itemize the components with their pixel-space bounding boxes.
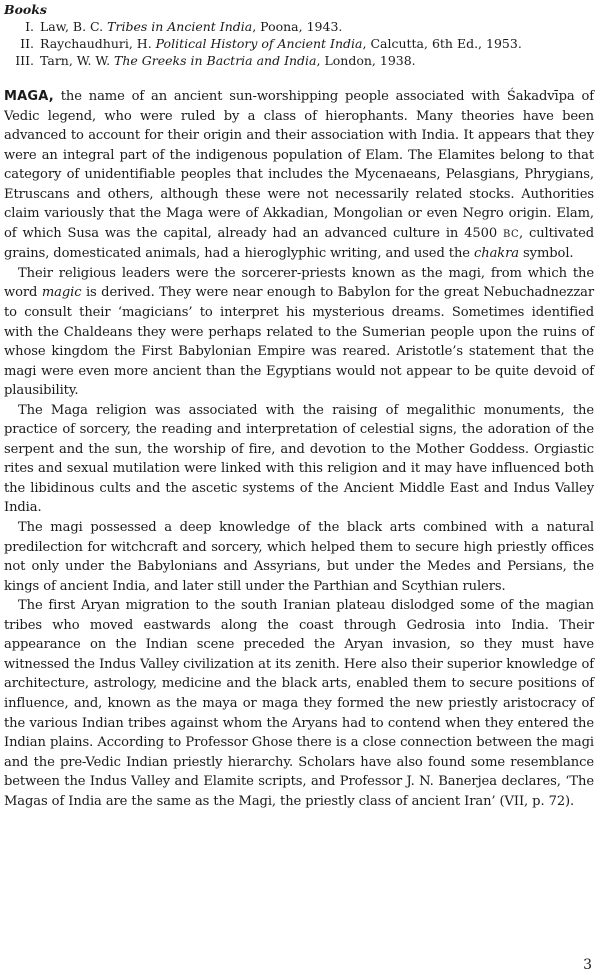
encyclopedia-entry: [4, 87, 594, 811]
bibliography-title: Political History of Ancient India: [155, 36, 363, 51]
bibliography-author: Raychaudhuri, H.: [40, 36, 152, 51]
entry-paragraph-3: The Maga religion was associated with the raising of megalithic monuments, the practice of sorcery, the reading and interpretation of celestial signs, the adoration of the serpent and the sun, the worship of fire, and devotion to the Mother Goddess. Orgiastic rites and sexual mutilation were linked with this religion and it may have influenced both the libidinous cults and the ascetic systems of the Ancient Middle East and Indus Valley India.: [4, 402, 594, 516]
entry-paragraph-5: The first Aryan migration to the south Iranian plateau dislodged some of the magian tribes who moved eastwards along the coast through Gedrosia into India. Their appearance on the Indian scene preceded the Aryan invasion, so they must have witnessed the Indus Valley civilization at its zenith. Here also their superior knowledge of architecture, astrology, medicine and the black arts, enabled them to secure positions of influence, and, known as the maya or maga they formed the new priestly aristocracy of the various Indian tribes against whom the Aryans had to contend when they entered the Indian plains. According to Professor Ghose there is a close connection between the magi and the pre-Vedic Indian priestly hierarchy. Scholars have also found some resemblance between the Indus Valley and Elamite scripts, and Professor J. N. Banerjea declares, ‘The Magas of India are the same as the Magi, the priestly class of ancient Iran’ (VII, p. 72).: [4, 598, 594, 809]
italic-term: magic: [41, 285, 82, 301]
era-abbreviation: BC: [503, 228, 520, 240]
bibliography-number: II.: [20, 36, 34, 51]
paragraph-text: the name of an ancient sun-worshipping people associated with Śakadvīpa of Vedic legend, who were ruled by a class of hierophants. Many theories have been advanced to account for their origin and their association with India. It appears that they were an integral part of the indigenous population of Elam. The Elamites belong to that category of unidentifiable peoples that includes the Mycenaeans, Pelasgians, Phrygians, Etruscans and others, although these were not necessarily related stocks. Authorities claim variously that the Maga were of Akkadian, Mongolian or even Negro origin. Elam, of which Susa was the capital, already had an advanced culture in 4500: [4, 89, 594, 241]
bibliography-details: , London, 1938.: [316, 53, 416, 68]
paragraph-text: , cultivated grains, domesticated animals, had a hieroglyphic writing, and used the: [4, 225, 594, 262]
bibliography-list: [4, 18, 594, 69]
bibliography-number: III.: [15, 53, 34, 68]
bibliography-details: , Poona, 1943.: [252, 19, 343, 34]
bibliography-author: Law, B. C.: [40, 19, 104, 34]
bibliography-item: [4, 18, 594, 35]
bibliography-item: [4, 35, 594, 52]
entry-headword: MAGA,: [4, 89, 54, 104]
bibliography-title: The Greeks in Bactria and India: [114, 53, 317, 68]
bibliography-number: I.: [25, 19, 34, 34]
italic-term: chakra: [474, 246, 519, 262]
paragraph-text: symbol.: [518, 246, 574, 262]
bibliography-item: [4, 52, 594, 69]
books-heading: Books: [4, 2, 47, 17]
bibliography-title: Tribes in Ancient India: [107, 19, 253, 34]
entry-paragraph-1: [4, 87, 594, 264]
paragraph-text: Their religious leaders were the sorcerer-priests known as the magi, from which the word: [4, 265, 594, 301]
entry-paragraph-2: [4, 264, 594, 401]
entry-paragraph-4: The magi possessed a deep knowledge of the black arts combined with a natural predilection for witchcraft and sorcery, which helped them to secure high priestly offices not only under the Babylonians and Assyrians, but under the Medes and Persians, the kings of ancient India, and later still under the Parthian and Scythian rulers.: [4, 520, 594, 594]
bibliography-details: , Calcutta, 6th Ed., 1953.: [362, 36, 522, 51]
bibliography-author: Tarn, W. W.: [40, 53, 111, 68]
document-page: [4, 2, 594, 811]
page-number: 3: [583, 957, 592, 973]
paragraph-text: is derived. They were near enough to Babylon for the great Nebuchadnezzar to consult their ‘magicians’ to interpret his mysterious dreams. Sometimes identified with the Chaldeans they were perhaps related to the Sumerian people upon the ruins of whose kingdom the First Babylonian Empire was reared. Aristotle’s statement that the magi were even more ancient than the Egyptians would not appear to be quite devoid of plausibility.: [4, 285, 594, 399]
